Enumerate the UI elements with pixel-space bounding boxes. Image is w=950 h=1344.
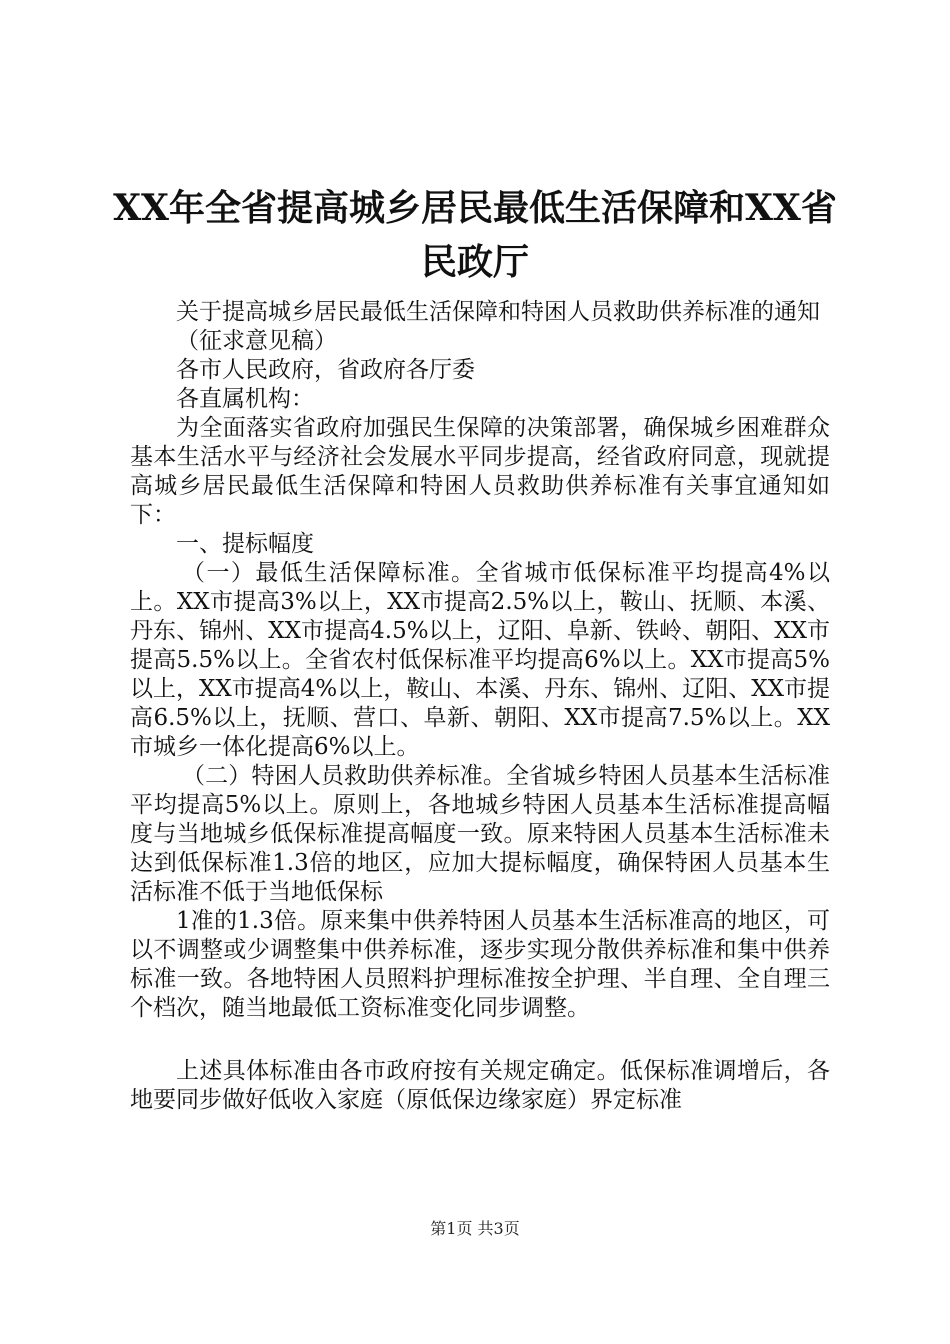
section-heading: 一、提标幅度 [176, 531, 314, 557]
paragraph-gap [130, 1023, 830, 1057]
standards-paragraph: 上述具体标准由各市政府按有关规定确定。低保标准调增后，各地要同步做好低收入家庭（原低保边缘家庭）界定标准 [130, 1058, 830, 1113]
notice-title-paragraph: 关于提高城乡居民最低生活保障和特困人员救助供养标准的通知 [176, 299, 820, 325]
recipient-paragraph-2: 各直属机构： [176, 386, 314, 412]
subsection-2-paragraph: （二）特困人员救助供养标准。全省城乡特困人员基本生活标准平均提高5%以上。原则上，各地城乡特困人员基本生活标准提高幅度与当地城乡低保标准提高幅度一致。原来特困人员基本生活标准未达到低保标准1.3倍的地区，应加大提标幅度，确保特困人员基本生活标准不低于当地低保标 [130, 763, 830, 905]
draft-label-paragraph: （征求意见稿） [176, 328, 337, 354]
doc-title-line-1: XX年全省提高城乡居民最低生活保障和XX省 [113, 187, 837, 229]
recipient-paragraph: 各市人民政府，省政府各厅委 [176, 357, 475, 383]
continuation-paragraph: 1准的1.3倍。原来集中供养特困人员基本生活标准高的地区，可以不调整或少调整集中供养标准，逐步实现分散供养标准和集中供养标准一致。各地特困人员照料护理标准按全护理、半自理、全自理三个档次，随当地最低工资标准变化同步调整。 [130, 908, 830, 1021]
subsection-1-paragraph: （一）最低生活保障标准。全省城市低保标准平均提高4%以上。XX市提高3%以上，XX市提高2.5%以上，鞍山、抚顺、本溪、丹东、锦州、XX市提高4.5%以上，辽阳、阜新、铁岭、朝阳、XX市提高5.5%以上。全省农村低保标准平均提高6%以上。XX市提高5%以上，XX市提高4%以上，鞍山、本溪、丹东、锦州、辽阳、XX市提高6.5%以上，抚顺、营口、阜新、朝阳、XX市提高7.5%以上。XX市城乡一体化提高6%以上。 [130, 560, 830, 760]
doc-title-line-2: 民政厅 [420, 241, 529, 283]
page-footer: 第1页 共3页 [430, 1219, 520, 1238]
doc-body [130, 298, 830, 1115]
intro-paragraph: 为全面落实省政府加强民生保障的决策部署，确保城乡困难群众基本生活水平与经济社会发展水平同步提高，经省政府同意，现就提高城乡居民最低生活保障和特困人员救助供养标准有关事宜通知如下： [130, 415, 830, 528]
